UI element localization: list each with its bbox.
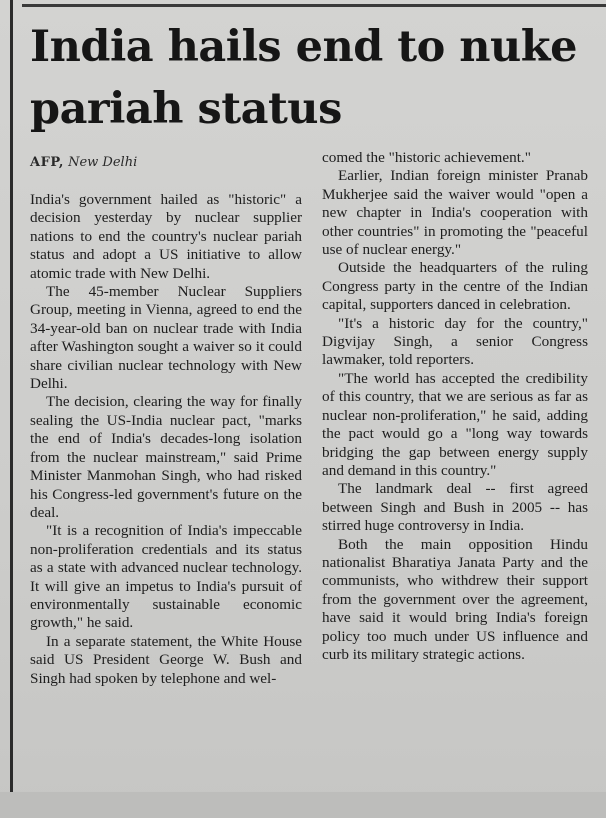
byline-location: New Delhi: [68, 155, 138, 170]
top-border: [22, 4, 606, 7]
article-headline: India hails end to nuke pariah status: [30, 22, 577, 134]
byline: [30, 154, 137, 172]
paragraph: The 45-member Nuclear Suppliers Group, meeting in Vienna, agreed to end the 34-year-old ban on nuclear trade with India after Washington sought a waiver so it could share civilian nuclear technology with New Delhi.: [30, 283, 302, 393]
article-column-1: [30, 191, 302, 688]
paragraph: "It's a historic day for the country," Digvijay Singh, a senior Congress lawmaker, told reporters.: [322, 314, 588, 369]
byline-agency: AFP,: [30, 155, 64, 170]
paragraph: "It is a recognition of India's impeccable non-proliferation credentials and its status as a state with advanced nuclear technology. It will give an impetus to India's pursuit of environmentally sustainable economic growth," he said.: [30, 522, 302, 632]
column-border: [10, 0, 13, 792]
paragraph: "The world has accepted the credibility of this country, that we are serious as far as nuclear non-proliferation," he said, adding the pact would go a "long way towards bridging the gap between energy supply and demand in this country.": [322, 369, 588, 479]
paragraph: Outside the headquarters of the ruling Congress party in the centre of the Indian capital, supporters danced in celebration.: [322, 259, 588, 314]
paragraph: The landmark deal -- first agreed between Singh and Bush in 2005 -- has stirred huge controversy in India.: [322, 480, 588, 535]
page-edge: [0, 792, 606, 818]
paragraph: comed the "historic achievement.": [322, 149, 531, 166]
paragraph: India's government hailed as "historic" a decision yesterday by nuclear supplier nations to end the country's nuclear pariah status and adopt a US initiative to allow atomic trade with New Delhi.: [30, 191, 302, 282]
paragraph: Earlier, Indian foreign minister Pranab Mukherjee said the waiver would "open a new chapter in India's cooperation with other countries" in promoting the "peaceful use of nuclear energy.": [322, 167, 588, 259]
paragraph: The decision, clearing the way for finally sealing the US-India nuclear pact, "marks the end of India's decades-long isolation from the nuclear mainstream," said Prime Minister Manmohan Singh, who had risked his Congress-led government's future on the deal.: [30, 393, 302, 521]
article-column-2: [322, 149, 588, 664]
paragraph: Both the main opposition Hindu nationalist Bharatiya Janata Party and the communists, who withdrew their support from the government over the agreement, have said it would bring India's foreign policy too much under US influence and curb its military strategic actions.: [322, 535, 588, 663]
paragraph: In a separate statement, the White House said US President George W. Bush and Singh had spoken by telephone and wel-: [30, 632, 302, 687]
